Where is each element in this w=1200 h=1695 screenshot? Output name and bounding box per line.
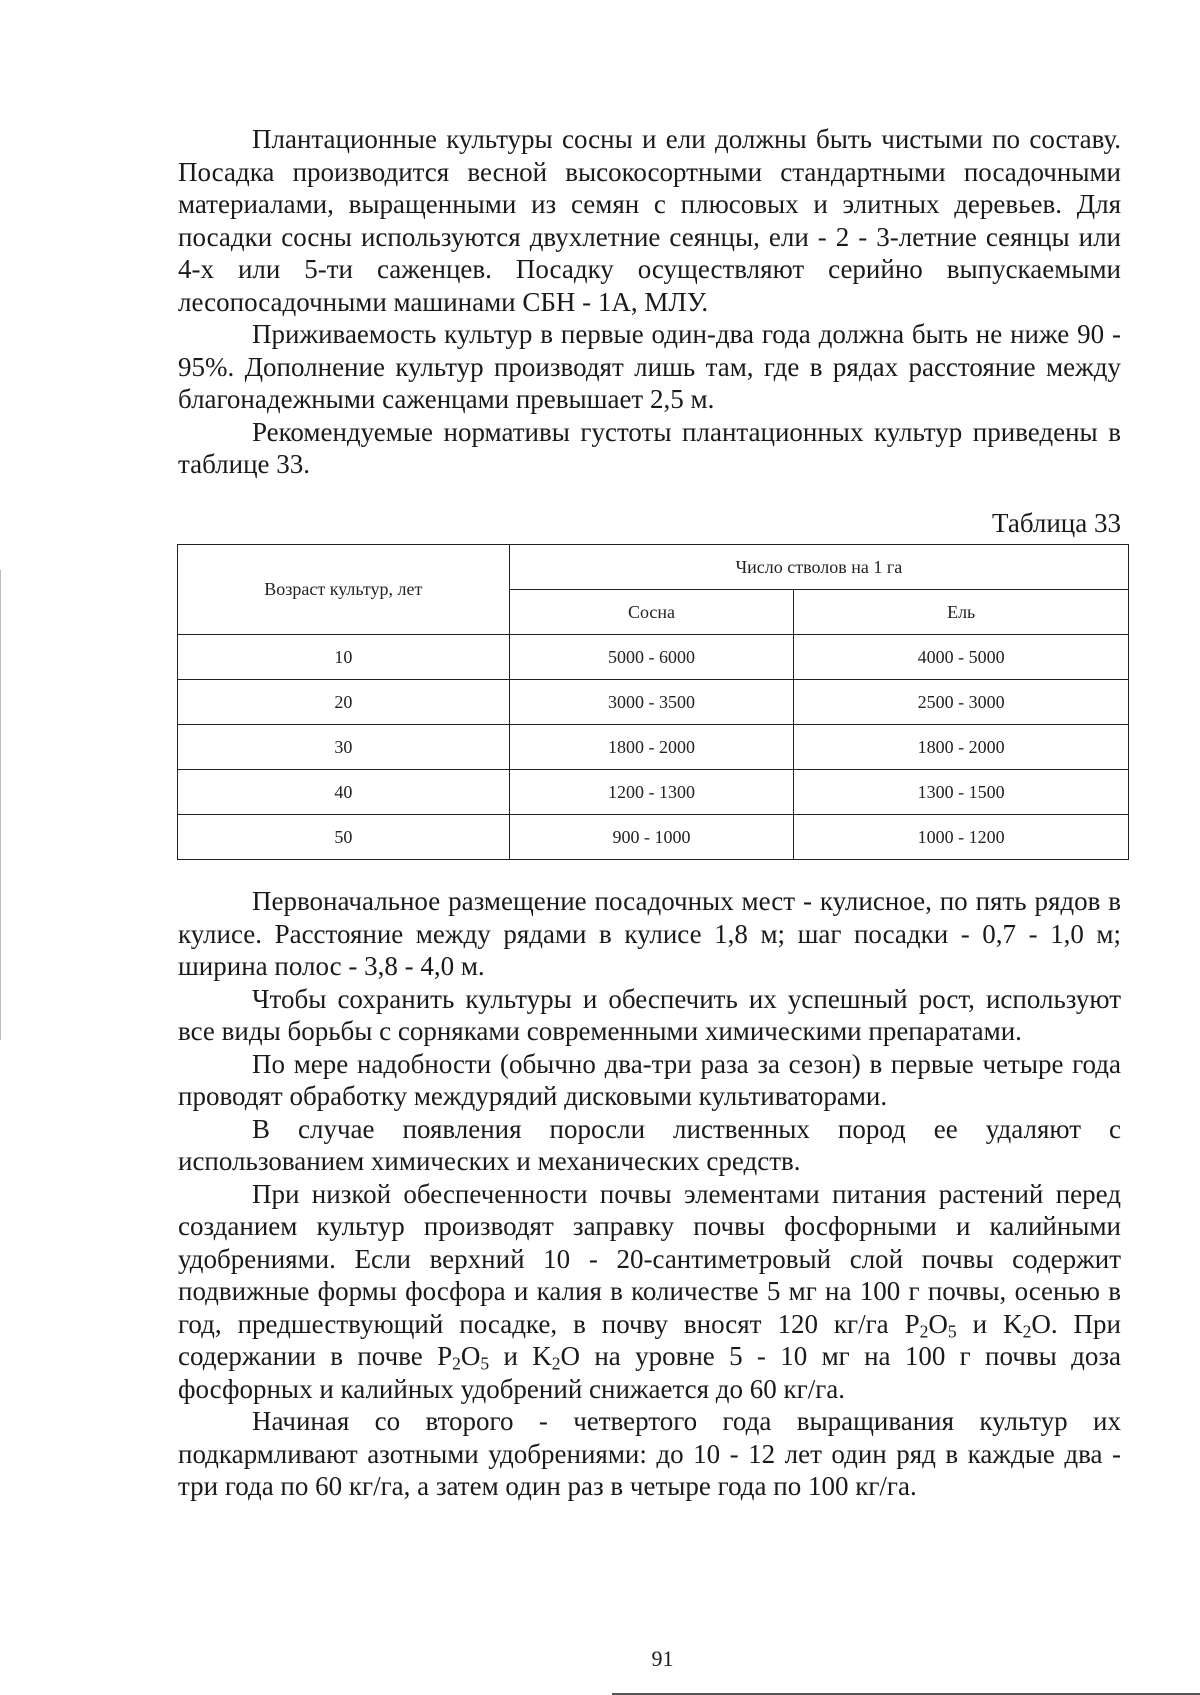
table-row xyxy=(178,635,1129,680)
cell-spruce: 4000 - 5000 xyxy=(794,635,1129,680)
cell-spruce: 1300 - 1500 xyxy=(794,770,1129,815)
table-row xyxy=(178,680,1129,725)
header-spruce: Ель xyxy=(794,590,1129,635)
cell-age: 30 xyxy=(178,725,510,770)
formula-p2o5-b: $P_2O_5$ xyxy=(437,1341,490,1374)
formula-k2o-b: $K_2O$ xyxy=(532,1341,580,1374)
intro-text xyxy=(178,123,1121,481)
table-row xyxy=(178,770,1129,815)
cell-pine: 5000 - 6000 xyxy=(509,635,794,680)
paragraph-survival: Приживаемость культур в первые один-два года должна быть не ниже 90 - 95%. Дополнение культур производят лишь там, где в рядах расстояние между благонадежными саженцами превышает 2,5 м. xyxy=(178,319,1121,414)
cell-age: 50 xyxy=(178,815,510,860)
density-table xyxy=(177,544,1129,860)
fertilizer-text-3: на уровне 5 - 10 мг на 100 г почвы доза фосфорных и калийных удобрений снижается до 60 кг/га. xyxy=(178,1341,1121,1404)
paragraph-nitrogen: Начиная со второго - четвертого года выращивания культур их подкармливают азотными удобрениями: до 10 - 12 лет один ряд в каждые два - три года по 60 кг/га, а затем один раз в четыре года по 100 кг/га. xyxy=(178,1406,1121,1501)
fertilizer-text-1: При низкой обеспеченности почвы элементами питания растений перед созданием культур производят заправку почвы фосфорными и калийными удобрениями. Если верхний 10 - 20-сантиметровый слой почвы содержит подвижные формы фосфора и калия в количестве 5 мг на 100 г почвы, осенью в год, предшествующий посадке, в почву вносят 120 кг/га xyxy=(178,1178,1121,1339)
paragraph-weed-control: Чтобы сохранить культуры и обеспечить их успешный рост, используют все виды борьбы с сорняками современными химическими препаратами. xyxy=(178,983,1121,1046)
cell-age: 40 xyxy=(178,770,510,815)
formula-k2o-a: $K_2O$ xyxy=(1003,1308,1051,1341)
paragraph-cultivation: По мере надобности (обычно два-три раза за сезон) в первые четыре года проводят обработку междурядий дисковыми культиваторами. xyxy=(178,1048,1121,1111)
fertilizer-text-2: . При содержании в почве xyxy=(178,1308,1122,1371)
page-number: 91 xyxy=(651,1646,674,1671)
cell-age: 10 xyxy=(178,635,510,680)
table-row xyxy=(178,725,1129,770)
paragraph-fertilizer: При низкой обеспеченности почвы элементами питания растений перед созданием культур производят заправку почвы фосфорными и калийными удобрениями. Если верхний 10 - 20-сантиметровый слой почвы содержит подвижные формы фосфора и калия в количестве 5 мг на 100 г почвы, осенью в год, предшествующий посадке, в почву вносят 120 кг/га $P_2O_5$ и $K_2O$. При содержании в почве $P_2O_5$ и $K_2O$ на уровне 5 - 10 мг на 100 г почвы доза фосфорных и калийных удобрений снижается до 60 кг/га. xyxy=(178,1178,1122,1404)
cell-pine: 3000 - 3500 xyxy=(509,680,794,725)
formula-p2o5-a: $P_2O_5$ xyxy=(904,1308,957,1341)
cell-pine: 1800 - 2000 xyxy=(509,725,794,770)
main-text xyxy=(178,885,1121,1503)
scan-edge-left xyxy=(0,570,1,1040)
header-pine: Сосна xyxy=(509,590,794,635)
cell-pine: 1200 - 1300 xyxy=(509,770,794,815)
table-row xyxy=(178,815,1129,860)
cell-spruce: 2500 - 3000 xyxy=(794,680,1129,725)
cell-spruce: 1800 - 2000 xyxy=(794,725,1129,770)
table-caption: Таблица 33 xyxy=(992,508,1121,538)
cell-age: 20 xyxy=(178,680,510,725)
header-stem-count: Число стволов на 1 га xyxy=(509,545,1128,590)
header-age: Возраст культур, лет xyxy=(178,545,510,635)
paragraph-plantation: Плантационные культуры сосны и ели должны быть чистыми по составу. Посадка производится весной высокосортными стандартными посадочными материалами, выращенными из семян с плюсовых и элитных деревьев. Для посадки сосны используются двухлетние сеянцы, ели - 2 - 3-летние сеянцы или 4-х или 5-ти саженцев. Посадку осуществляют серийно выпускаемыми лесопосадочными машинами СБН - 1А, МЛУ. xyxy=(178,124,1121,317)
cell-spruce: 1000 - 1200 xyxy=(794,815,1129,860)
paragraph-hardwood-removal: В случае появления поросли лиственных пород ее удаляют с использованием химических и механических средств. xyxy=(178,1113,1121,1176)
paragraph-placement: Первоначальное размещение посадочных мест - кулисное, по пять рядов в кулисе. Расстояние между рядами в кулисе 1,8 м; шаг посадки - 0,7 - 1,0 м; ширина полос - 3,8 - 4,0 м. xyxy=(178,886,1121,981)
paragraph-table-ref: Рекомендуемые нормативы густоты плантационных культур приведены в таблице 33. xyxy=(178,416,1121,479)
cell-pine: 900 - 1000 xyxy=(509,815,794,860)
